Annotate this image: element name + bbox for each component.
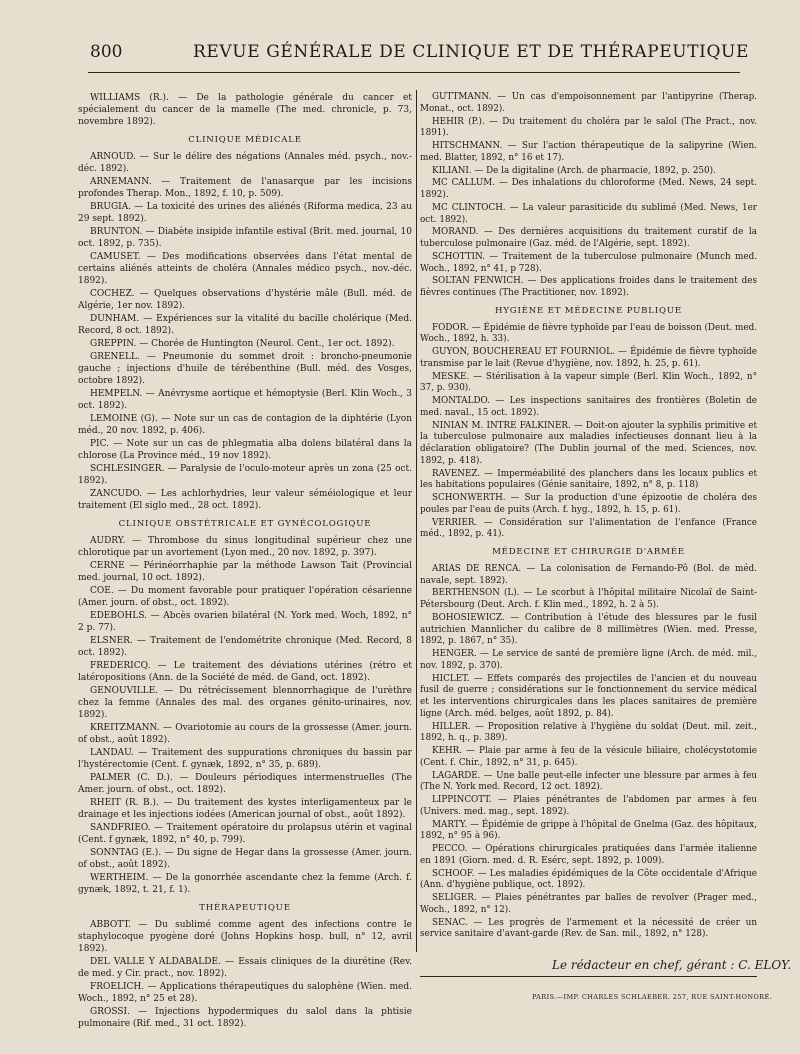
bibliography-entry: PIC. — Note sur un cas de phlegmatia alba dolens bilatéral dans la chlorose (La Province méd., 19 nov 1892). (78, 439, 412, 461)
bibliography-entry: ELSNER. — Traitement de l'endométrite chronique (Med. Record, 8 oct. 1892). (78, 636, 412, 658)
bibliography-entry: MESKE. — Stérilisation à la vapeur simple (Berl. Klin Woch., 1892, n° 37, p. 930). (420, 371, 757, 394)
bibliography-entry: BERTHENSON (L). — Le scorbut à l'hôpital militaire Nicolaï de Saint-Pétersbourg (Deut. Arch. f. Klin med., 1892, h. 2 à 5). (420, 588, 757, 610)
bibliography-entry: MC CLINTOCH. — La valeur parasiticide du sublimé (Med. News, 1er oct. 1892). (420, 202, 757, 225)
bibliography-entry: MARTY. — Épidémie de grippe à l'hôpital de Gnelma (Gaz. des hôpitaux, 1892, n° 95 à 96). (420, 819, 757, 842)
bibliography-entry: SENAC. — Les progrès de l'armement et la nécessité de créer un service sanitaire d'avant-garde (Rev. de San. mil., 1892, n° 128). (420, 917, 757, 940)
bibliography-entry: BRUNTON. — Diabète insipide infantile estival (Brit. med. journal, 10 oct. 1892, p. 735). (78, 227, 412, 249)
bibliography-entry: SCHOOF. — Les maladies épidémiques de la Côte occidentale d'Afrique (Ann. d'hygiène publique, oct. 1892). (420, 868, 757, 891)
page-number: 800 (90, 42, 123, 62)
editor-signature: Le rédacteur en chef, gérant : C. ELOY. (552, 958, 792, 972)
bibliography-entry: PECCO. — Opérations chirurgicales pratiquées dans l'armée italienne en 1891 (Giorn. med. d. R. Esérc, sept. 1892, p. 1009). (420, 844, 757, 866)
bibliography-entry: SONNTAG (E.). — Du signe de Hegar dans la grossesse (Amer. journ. of obst., août 1892). (78, 848, 412, 870)
bibliography-entry: AUDRY. — Thrombose du sinus longitudinal supérieur chez une chlorotique par un avortement (Lyon med., 20 nov. 1892, p. 397). (78, 536, 412, 558)
bibliography-entry: HICLET. — Effets comparés des projectiles de l'ancien et du nouveau fusil de guerre ; considérations sur le fonctionnement du service médical et les interventions chirurgicales dans les places sanitaires de première ligne (Arch. méd. belges, août 1892, p. 84). (420, 673, 757, 719)
bibliography-entry: SCHLESINGER. — Paralysie de l'oculo-moteur après un zona (25 oct. 1892). (78, 464, 412, 486)
bibliography-entry: KREITZMANN. — Ovariotomie au cours de la grossesse (Amer. journ. of obst., août 1892). (78, 723, 412, 745)
page-header (88, 38, 749, 68)
bibliography-entry: COCHEZ. — Quelques observations d'hystérie mâle (Bull. méd. de Algérie, 1er nov. 1892). (78, 289, 412, 311)
bibliography-entry: LAGARDE. — Une balle peut-elle infecter une blessure par armes à feu (The N. York med. Record, 12 oct. 1892). (420, 770, 757, 793)
column-divider (416, 90, 417, 952)
bibliography-entry: MORAND. — Des dernières acquisitions du traitement curatif de la tuberculose pulmonaire (Gaz. méd. de l'Algérie, sept. 1892). (420, 227, 757, 249)
bibliography-entry: GRENELL. — Pneumonie du sommet droit : broncho-pneumonie gauche ; injections d'huile de térébenthine (Bull. méd. des Vosges, octobre 1892). (78, 352, 412, 386)
bibliography-entry: SOLTAN FENWICH. — Des applications froides dans le traitement des fièvres continues (The Practitioner, nov. 1892). (420, 276, 757, 298)
bibliography-entry: NINIAN M. INTRE FALKINER. — Doit-on ajouter la syphilis primitive et la tuberculose pulmonaire aux maladies infectieuses donnant lieu à la déclaration obligatoire? (The Dublin journal of the med. Sciences, nov. 1892, p. 418). (420, 420, 757, 466)
footer-rule (420, 976, 757, 977)
bibliography-entry: FREDERICQ. — Le traitement des déviations utérines (rétro et latéropositions (Ann. de la Société de méd. de Gand, oct. 1892). (78, 661, 412, 683)
bibliography-entry: ARIAS DE RENCA. — La colonisation de Fernando-Pô (Bol. de méd. navale, sept. 1892). (420, 563, 757, 586)
bibliography-entry: RHEIT (R. B.). — Du traitement des kystes interligamenteux par le drainage et les injections iodées (American journal of obst., août 1892). (78, 798, 412, 820)
bibliography-entry: SCHONWERTH. — Sur la production d'une épizootie de choléra des poules par l'eau de puits (Arch. f. hyg., 1892, h. 15, p. 61). (420, 493, 757, 515)
bibliography-entry: WILLIAMS (R.). — De la pathologie générale du cancer et spécialement du cancer de la mamelle (The med. chronicle, p. 73, novembre 1892). (78, 93, 412, 127)
bibliography-entry: HITSCHMANN. — Sur l'action thérapeutique de la salipyrine (Wien. med. Blatter, 1892, n° 16 et 17). (420, 141, 757, 163)
running-head: REVUE GÉNÉRALE DE CLINIQUE ET DE THÉRAPEUTIQUE (193, 42, 749, 62)
bibliography-entry: GUTTMANN. — Un cas d'empoisonnement par l'antipyrine (Therap. Monat., oct. 1892). (420, 92, 757, 114)
bibliography-entry: KILIANI. — De la digitaline (Arch. de pharmacie, 1892, p. 250). (432, 165, 716, 176)
bibliography-entry: ARNOUD. — Sur le délire des négations (Annales méd. psych., nov.-déc. 1892). (78, 152, 412, 174)
section-heading: HYGIÈNE ET MÉDECINE PUBLIQUE (495, 305, 682, 316)
bibliography-entry: COE. — Du moment favorable pour pratiquer l'opération césarienne (Amer. journ. of obst., oct. 1892). (78, 586, 412, 608)
bibliography-entry: GROSSI. — Injections hypodermiques du salol dans la phtisie pulmonaire (Rif. med., 31 oct. 1892). (78, 1007, 412, 1029)
header-rule (88, 72, 740, 73)
bibliography-entry: DEL VALLE Y ALDABALDE. — Essais cliniques de la diurétine (Rev. de med. y Cir. pract., nov. 1892). (78, 957, 412, 979)
section-heading: CLINIQUE OBSTÉTRICALE ET GYNÉCOLOGIQUE (118, 519, 372, 529)
bibliography-entry: GREPPIN. — Chorée de Huntington (Neurol. Cent., 1er oct. 1892). (90, 339, 395, 349)
bibliography-entry: RAVENEZ. — Imperméabilité des planchers dans les locaux publics et les habitations populaires (Génie sanitaire, 1892, n° 8, p. 118) (420, 468, 757, 491)
bibliography-entry: HEMPELN. — Anévrysme aortique et hémoptysie (Berl. Klin Woch., 3 oct. 1892). (78, 389, 412, 411)
bibliography-entry: CAMUSET. — Des modifications observées dans l'état mental de certains aliénés atteints de choléra (Annales médico psych., nov.-déc. 1892). (78, 252, 412, 286)
bibliography-entry: ARNEMANN. — Traitement de l'anasarque par les incisions profondes Therap. Mon., 1892, f. 10, p. 509). (78, 177, 412, 199)
bibliography-entry: PALMER (C. D.). — Douleurs périodiques intermenstruelles (The Amer. journ. of obst., oct. 1892). (78, 773, 412, 795)
bibliography-entry: ZANCUDO. — Les achlorhydries, leur valeur séméiologique et leur traitement (El siglo med., 28 oct. 1892). (78, 489, 412, 511)
bibliography-entry: WERTHEIM. — De la gonorrhée ascendante chez la femme (Arch. f. gynæk, 1892, t. 21, f. 1). (78, 873, 412, 895)
bibliography-entry: GUYON, BOUCHEREAU ET FOURNIOL. — Épidémie de fièvre typhoïde transmise par le lait (Revue d'hygiène, nov. 1892, h. 25, p. 61). (420, 347, 757, 369)
bibliography-entry: SELIGER. — Plaies pénétrantes par balles de revolver (Prager med., Woch., 1892, n° 12). (420, 893, 757, 915)
section-heading: THÉRAPEUTIQUE (199, 903, 291, 913)
bibliography-entry: SANDFRIEO. — Traitement opératoire du prolapsus utérin et vaginal (Cent. f gynæk, 1892, n° 40, p. 799). (78, 823, 412, 845)
bibliography-entry: EDEBOHLS. — Abcès ovarien bilatéral (N. York med. Woch, 1892, n° 2 p. 77). (78, 611, 412, 633)
section-heading: CLINIQUE MÉDICALE (188, 135, 302, 145)
left-column (78, 92, 412, 1031)
bibliography-entry: SCHOTTIN. — Traitement de la tuberculose pulmonaire (Munch med. Woch., 1892, n° 41, p 728). (420, 251, 757, 274)
bibliography-entry: ABBOTT. — Du sublimé comme agent des infections contre le staphylocoque pyogène doré (Johns Hopkins hosp. bull, n° 12, avril 1892). (78, 920, 412, 954)
bibliography-entry: VERRIER. — Considération sur l'alimentation de l'enfance (France méd., 1892, p. 41). (420, 517, 757, 540)
bibliography-entry: FROELICH. — Applications thérapeutiques du salophène (Wien. med. Woch., 1892, n° 25 et 28). (78, 982, 412, 1004)
bibliography-entry: DUNHAM. — Expériences sur la vitalité du bacille cholérique (Med. Record, 8 oct. 1892). (78, 314, 412, 336)
bibliography-entry: HEHIR (P.). — Du traitement du choléra par le salol (The Pract., nov. 1891). (420, 116, 757, 139)
bibliography-entry: GENOUVILLE. — Du rétrécissement blennorrhagique de l'urèthre chez la femme (Annales des mal. des organes génito-urinaires, nov. 1892). (78, 686, 412, 720)
bibliography-entry: LEMOINE (G). — Note sur un cas de contagion de la diphtérie (Lyon méd., 20 nov. 1892, p. 406). (78, 414, 412, 436)
bibliography-entry: FODOR. — Épidémie de fièvre typhoïde par l'eau de boisson (Deut. med. Woch., 1892, h. 33). (420, 322, 757, 345)
bibliography-entry: KEHR. — Plaie par arme à feu de la vésicule biliaire, cholécystotomie (Cent. f. Chir., 1892, n° 31, p. 645). (420, 746, 757, 768)
section-heading: MÉDECINE ET CHIRURGIE D'ARMÉE (492, 547, 685, 557)
bibliography-entry: LANDAU. — Traitement des suppurations chroniques du bassin par l'hystérectomie (Cent. f. gynæk, 1892, n° 35, p. 689). (78, 748, 412, 770)
bibliography-entry: HILLER. — Proposition relative à l'hygiène du soldat (Deut. mil. zeit., 1892, h. q., p. 389). (420, 721, 757, 744)
bibliography-entry: MC CALLUM. — Des inhalations du chloroforme (Med. News, 24 sept. 1892). (420, 178, 757, 200)
bibliography-entry: CERNE — Périnéorrhaphie par la méthode Lawson Tait (Provincial med. journal, 10 oct. 1892). (78, 561, 412, 583)
bibliography-entry: HENGER. — Le service de santé de première ligne (Arch. de méd. mil., nov. 1892, p. 370). (420, 649, 757, 671)
bibliography-entry: LIPPINCOTT. — Plaies pénétrantes de l'abdomen par armes à feu (Univers. med. mag., sept. 1892). (420, 795, 757, 817)
bibliography-entry: MONTALDO. — Les inspections sanitaires des frontières (Boletin de med. naval., 15 oct. 1892). (420, 396, 757, 418)
printer-imprint: PARIS.—IMP. CHARLES SCHLAEBER. 257, RUE SAINT-HONORÉ. (532, 993, 773, 1001)
bibliography-entry: BOHOSIEWICZ. — Contribution à l'étude des blessures par le fusil autrichien Mannlicher du calibre de 8 millimètres (Wien. med. Presse, 1892, p. 1867, n° 35). (420, 612, 757, 647)
bibliography-entry: BRUGIA. — La toxicité des urines des aliénés (Riforma medica, 23 au 29 sept. 1892). (78, 202, 412, 224)
right-column (420, 92, 757, 942)
